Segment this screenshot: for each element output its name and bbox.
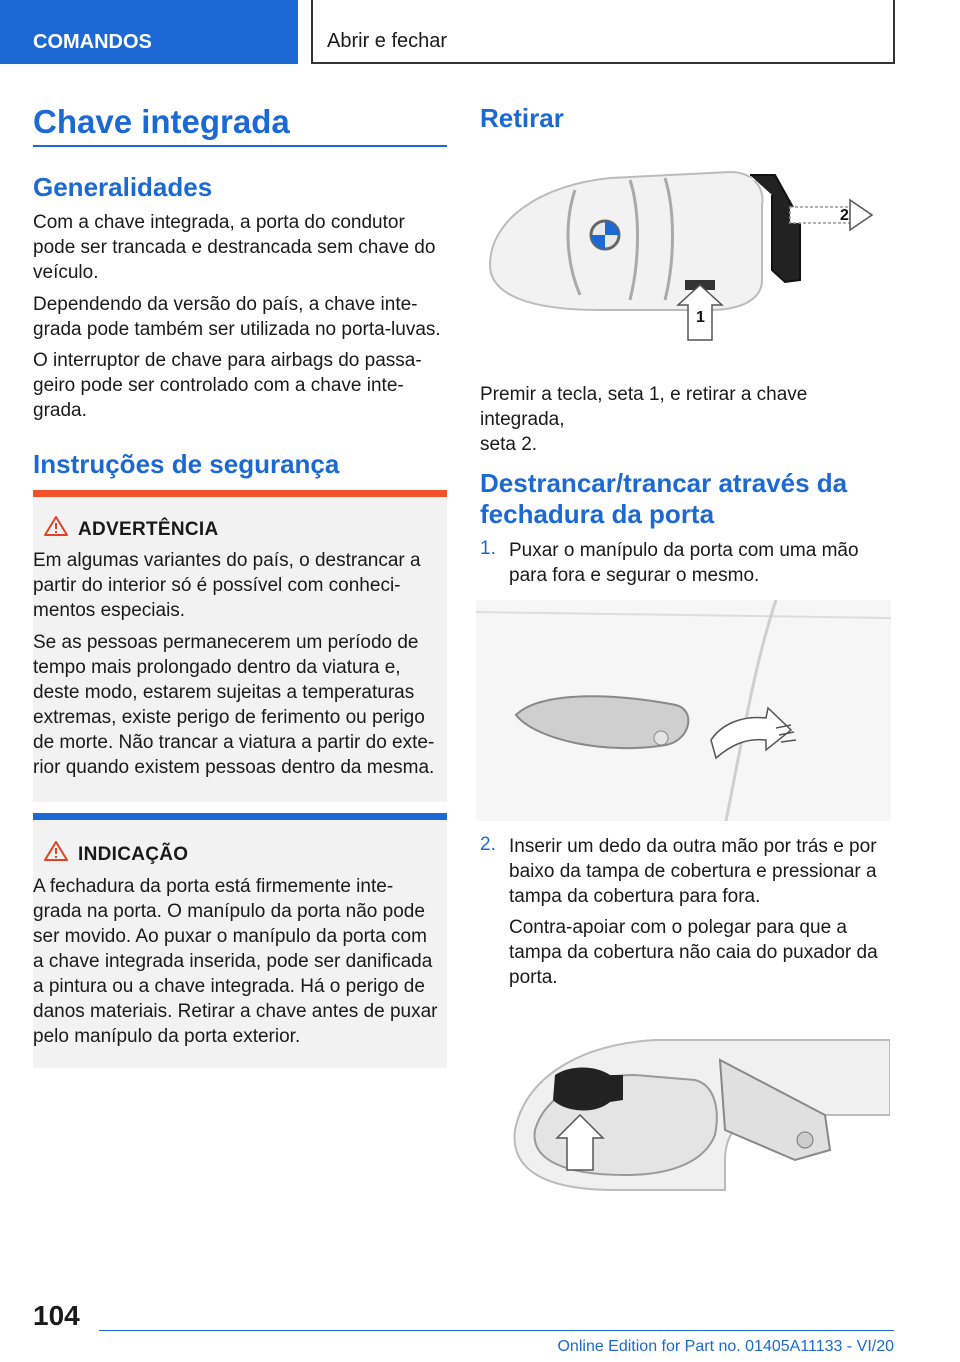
heading-retirar: Retirar xyxy=(480,103,564,133)
header-section-label: COMANDOS xyxy=(33,31,152,53)
text-line: veículo. xyxy=(33,262,99,283)
notice-title: INDICAÇÃO xyxy=(78,844,189,865)
text-line: geiro pode ser controlado com a chave inte- xyxy=(33,375,404,396)
text-line: pode ser trancada e destrancada sem chave do xyxy=(33,237,436,258)
text-line: baixo da tampa de cobertura e pressionar a xyxy=(509,861,877,882)
notice-box xyxy=(33,813,447,1068)
door-handle-illustration xyxy=(476,600,891,821)
text-line: pelo manípulo da porta exterior. xyxy=(33,1026,301,1047)
page-number: 104 xyxy=(33,1300,80,1331)
footer-edition: Online Edition for Part no. 01405A11133 - VI/20 xyxy=(557,1338,894,1355)
text-line: grada pode também ser utilizada no porta-luvas. xyxy=(33,319,441,340)
page-title: Chave integrada xyxy=(33,103,290,140)
text-line: Inserir um dedo da outra mão por trás e por xyxy=(509,836,877,857)
step-1-text xyxy=(509,538,890,588)
heading-generalidades: Generalidades xyxy=(33,172,213,202)
warning-title: ADVERTÊNCIA xyxy=(78,519,219,540)
warning-paragraph-2 xyxy=(33,630,447,780)
notice-triangle-icon xyxy=(43,840,69,862)
warning-bar xyxy=(33,490,447,497)
header-chapter-tab xyxy=(311,0,895,64)
text-line: deste modo, estarem sujeitas a temperaturas xyxy=(33,682,415,703)
step-2-text xyxy=(509,834,890,909)
heading-line: Destrancar/trancar através da xyxy=(480,468,848,498)
step-number-2: 2. xyxy=(480,834,496,855)
text-line: Contra-apoiar com o polegar para que a xyxy=(509,917,847,938)
notice-paragraph xyxy=(33,874,447,1049)
notice-bar xyxy=(33,813,447,820)
header-section-tab xyxy=(0,0,298,64)
step-number-1: 1. xyxy=(480,538,496,559)
text-line: tampa da cobertura não caia do puxador da xyxy=(509,942,878,963)
header-chapter-label: Abrir e fechar xyxy=(327,30,448,52)
text-line: partir do interior só é possível com conheci- xyxy=(33,575,401,596)
text-line: danos materiais. Retirar a chave antes de puxar xyxy=(33,1001,438,1022)
text-line: Com a chave integrada, a porta do condutor xyxy=(33,212,405,233)
footer-divider xyxy=(99,1330,894,1331)
text-line: tampa da cobertura para fora. xyxy=(509,886,761,907)
text-line: O interruptor de chave para airbags do passa- xyxy=(33,350,422,371)
text-line: de morte. Não trancar a viatura a partir do exte- xyxy=(33,732,435,753)
retirar-caption xyxy=(480,382,890,457)
heading-seguranca: Instruções de segurança xyxy=(33,449,340,479)
text-line: a chave integrada inserida, pode ser danificada xyxy=(33,951,433,972)
text-line: Dependendo da versão do país, a chave inte- xyxy=(33,294,418,315)
figure-label-2: 2 xyxy=(840,207,849,224)
text-line: a pintura ou a chave integrada. Há o perigo de xyxy=(33,976,425,997)
step-2-followup-text xyxy=(509,915,890,990)
text-line: mentos especiais. xyxy=(33,600,186,621)
generalidades-paragraph-1 xyxy=(33,210,435,285)
text-line: porta. xyxy=(509,967,558,988)
figure-label-1: 1 xyxy=(696,309,705,326)
text-line: A fechadura da porta está firmemente inte- xyxy=(33,876,394,897)
text-line: extremas, existe perigo de ferimento ou perigo xyxy=(33,707,425,728)
text-line: tempo mais prolongado dentro da viatura e, xyxy=(33,657,401,678)
text-line: ser movido. Ao puxar o manípulo da porta com xyxy=(33,926,427,947)
title-divider xyxy=(33,145,447,147)
text-line: para fora e segurar o mesmo. xyxy=(509,565,760,586)
warning-triangle-icon xyxy=(43,515,69,537)
warning-paragraph-1 xyxy=(33,548,447,623)
text-line: Em algumas variantes do país, o destrancar a xyxy=(33,550,421,571)
text-line: grada na porta. O manípulo da porta não pode xyxy=(33,901,425,922)
text-line: Se as pessoas permanecerem um período de xyxy=(33,632,419,653)
text-line: Premir a tecla, seta 1, e retirar a chave integrada, xyxy=(480,384,808,430)
generalidades-paragraph-2 xyxy=(33,292,441,342)
text-line: grada. xyxy=(33,400,87,421)
key-removal-illustration xyxy=(480,160,890,360)
text-line: seta 2. xyxy=(480,434,538,455)
heading-line: fechadura da porta xyxy=(480,499,715,529)
cover-cap-illustration xyxy=(495,1020,890,1195)
text-line: Puxar o manípulo da porta com uma mão xyxy=(509,540,859,561)
generalidades-paragraph-3 xyxy=(33,348,422,423)
text-line: rior quando existem pessoas dentro da mesma. xyxy=(33,757,435,778)
warning-box xyxy=(33,490,447,802)
heading-destrancar xyxy=(480,468,847,530)
